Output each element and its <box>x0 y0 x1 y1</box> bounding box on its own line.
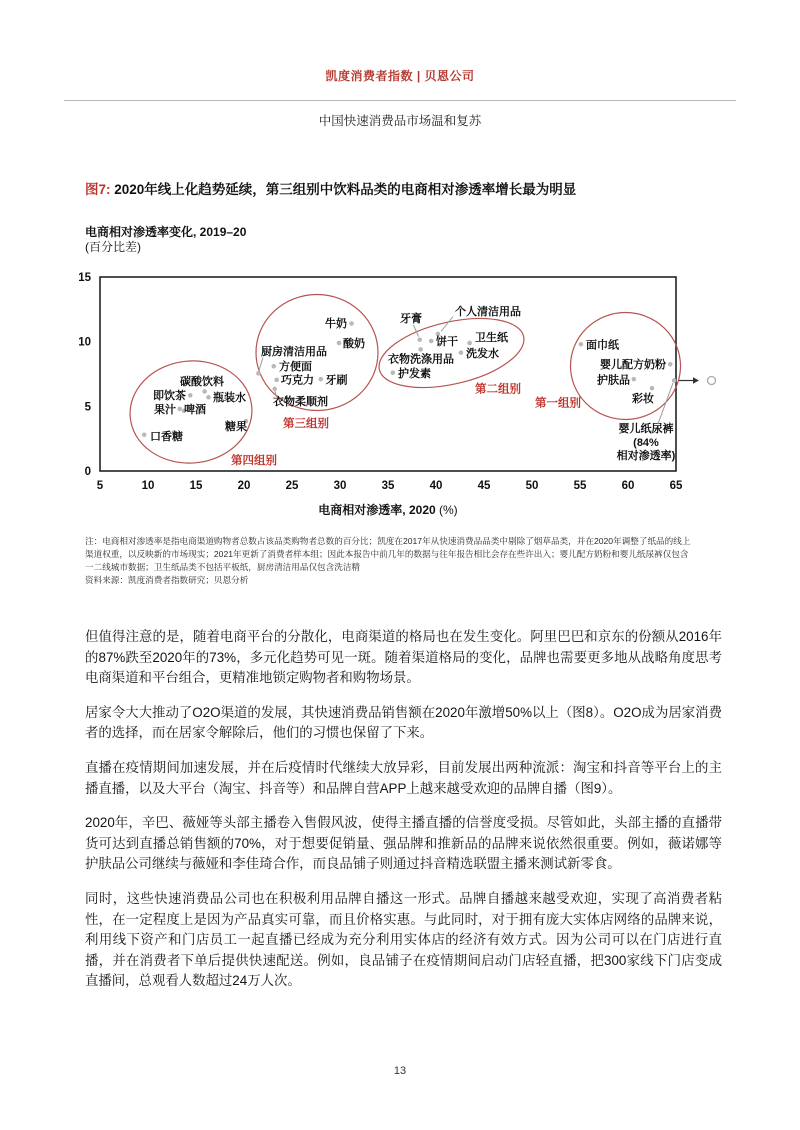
outlier-arrowhead <box>693 377 699 383</box>
group-label: 第三组别 <box>283 418 329 430</box>
y-tick-label: 5 <box>84 401 91 414</box>
data-point-label: 瓶装水 <box>213 392 246 404</box>
x-tick-label: 15 <box>189 480 203 492</box>
outlier-annotation: (84% <box>633 437 659 449</box>
data-point-label: 方便面 <box>279 361 312 373</box>
data-point <box>188 393 193 398</box>
figure-number: 图7: <box>85 182 111 197</box>
data-point-label: 巧克力 <box>281 374 314 387</box>
outlier-ring-marker <box>708 377 716 385</box>
x-tick-label: 55 <box>573 480 587 492</box>
body-paragraph: 直播在疫情期间加速发展，并在后疫情时代继续大放异彩，目前发展出两种流派：淘宝和抖音等平台上的主播直播，以及大平台（淘宝、抖音等）和品牌自营APP上越来越受欢迎的品牌自播（图9）。 <box>85 759 722 796</box>
x-tick-label: 20 <box>237 480 251 492</box>
chart-footnotes <box>85 535 740 587</box>
outlier-annotation: 婴儿纸尿裤 <box>618 423 674 435</box>
data-point-label: 衣物柔顺剂 <box>273 396 328 408</box>
outlier-leader-line <box>658 383 673 424</box>
data-point-label: 口香糖 <box>150 431 183 443</box>
data-point-label: 即饮茶 <box>153 390 186 402</box>
source-line: 资料来源：凯度消费者指数研究；贝恩分析 <box>85 575 249 585</box>
group-label: 第四组别 <box>231 455 277 467</box>
data-point <box>429 339 434 344</box>
data-point <box>256 371 261 376</box>
data-point <box>337 341 342 346</box>
figure-title <box>85 178 730 198</box>
data-point <box>206 395 211 400</box>
data-point <box>391 370 396 375</box>
figure7-scatter-chart <box>0 220 800 530</box>
data-point-label: 护发素 <box>398 368 431 380</box>
footnote-line: 渠道权重，以反映新的市场现实；2021年更新了消费者样本组；因此本报告中前几年的数据与往年报告相比会存在些许出入；婴儿配方奶粉和婴儿纸尿裤仅包含 <box>85 549 689 559</box>
x-tick-label: 65 <box>669 480 683 492</box>
y-tick-label: 15 <box>78 272 91 284</box>
data-point <box>467 341 472 346</box>
y-axis-title: 电商相对渗透率变化, 2019–20 (百分比差) <box>85 225 247 254</box>
data-point-label: 果汁 <box>154 404 176 416</box>
chart-canvas <box>0 220 800 530</box>
data-point-label: 酸奶 <box>343 338 365 350</box>
header-divider <box>64 100 736 101</box>
footnote-line: 注：电商相对渗透率是指电商渠道购物者总数占该品类购物者总数的百分比；凯度在2017年从快速消费品品类中剔除了烟草品类，并在2020年调整了纸品的线上 <box>85 536 691 546</box>
page-number: 13 <box>393 1065 407 1077</box>
data-point-label: 个人清洁用品 <box>455 306 521 318</box>
x-axis-title: 电商相对渗透率, 2020 (%) <box>318 503 458 517</box>
x-tick-label: 40 <box>429 480 443 492</box>
data-point <box>631 377 636 382</box>
data-point <box>417 337 422 342</box>
y-tick-label: 10 <box>78 336 91 349</box>
data-point <box>142 432 147 437</box>
outlier-annotation: 相对渗透率) <box>616 450 676 462</box>
data-point-label: 啤酒 <box>184 404 206 416</box>
x-tick-label: 50 <box>525 480 539 492</box>
x-tick-label: 25 <box>285 480 299 492</box>
data-point <box>349 321 354 326</box>
data-point-label: 彩妆 <box>632 393 654 405</box>
data-point <box>274 378 279 383</box>
data-point-label: 厨房清洁用品 <box>261 346 327 358</box>
group-label: 第一组别 <box>535 397 581 410</box>
data-point-label: 护肤品 <box>597 374 630 387</box>
footnote-line: 一二线城市数据；卫生纸品类不包括平板纸，厨房清洁用品仅包含洗洁精 <box>85 562 361 572</box>
data-point <box>418 347 423 352</box>
data-point-label: 饼干 <box>436 336 458 348</box>
data-point-label: 洗发水 <box>466 348 499 360</box>
x-tick-label: 45 <box>477 480 491 492</box>
x-tick-label: 30 <box>333 480 347 492</box>
data-point-label: 衣物洗涤用品 <box>388 353 454 366</box>
data-point <box>579 342 584 347</box>
data-point <box>668 362 673 367</box>
x-tick-label: 10 <box>141 480 155 492</box>
chapter-title: 中国快速消费品市场温和复苏 <box>318 114 482 128</box>
body-paragraph: 同时，这些快速消费品公司也在积极利用品牌自播这一形式。品牌自播越来越受欢迎，实现了高消费者粘性，在一定程度上是因为产品真实可靠，而且价格实惠。与此同时，对于拥有庞大实体店网络的品牌来说，利用线下资产和门店员工一起直播已经成为充分利用实体店的经济有效方式。因为公司可以在门店进行直播，并在消费者下单后提供快速配送。例如，良品铺子在疫情期间启动门店轻直播，把300家线下门店变成直播间，总观看人数超过24万人次。 <box>85 890 722 989</box>
y-tick-label: 0 <box>84 466 91 478</box>
data-point-label: 面巾纸 <box>586 339 619 352</box>
group-label: 第二组别 <box>475 383 521 396</box>
figure-caption: 2020年线上化趋势延续，第三组别中饮料品类的电商相对渗透率增长最为明显 <box>110 182 577 197</box>
data-point-label: 卫生纸 <box>475 332 508 344</box>
data-point-label: 牛奶 <box>325 318 347 330</box>
body-paragraph: 但值得注意的是，随着电商平台的分散化，电商渠道的格局也在发生变化。阿里巴巴和京东的份额从2016年的87%跌至2020年的73%，多元化趋势可见一斑。随着渠道格局的变化，品牌也需要更多地从战略角度思考电商渠道和平台组合，更精准地锁定购物者和购物场景。 <box>85 629 722 686</box>
data-point <box>272 387 277 392</box>
data-point <box>650 386 655 391</box>
data-point <box>319 377 324 382</box>
body-paragraph: 居家令大大推动了O2O渠道的发展，其快速消费品销售额在2020年激增50%以上（图8）。O2O成为居家消费者的选择，而在居家令解除后，他们的习惯也保留了下来。 <box>85 704 722 741</box>
data-point-label: 碳酸饮料 <box>180 376 224 388</box>
data-point-label: 婴儿配方奶粉 <box>600 359 666 371</box>
body-copy <box>85 627 722 1006</box>
data-point <box>202 389 207 394</box>
x-tick-label: 5 <box>96 480 104 492</box>
plot-frame <box>100 277 676 471</box>
x-tick-label: 60 <box>621 480 635 492</box>
data-point <box>672 378 677 383</box>
x-tick-label: 35 <box>381 480 395 492</box>
leader-line <box>259 358 263 372</box>
data-point-label: 牙刷 <box>325 374 348 387</box>
data-point <box>459 350 464 355</box>
data-point-label: 牙膏 <box>400 313 422 325</box>
data-point <box>177 407 182 412</box>
body-paragraph: 2020年，辛巴、薇娅等头部主播卷入售假风波，使得主播直播的信誉度受损。尽管如此，头部主播的直播带货可达到直播总销售额的70%，对于想要促销量、强品牌和推新品的品牌来说依然很重要。例如，薇诺娜等护肤品公司继续与薇娅和李佳琦合作，而良品铺子则通过抖音精选联盟主播来测试新零食。 <box>85 815 722 872</box>
data-point-label: 糖果 <box>225 421 247 433</box>
brand-header: 凯度消费者指数 | 贝恩公司 <box>325 69 475 83</box>
leader-line <box>441 317 453 332</box>
data-point <box>271 364 276 369</box>
